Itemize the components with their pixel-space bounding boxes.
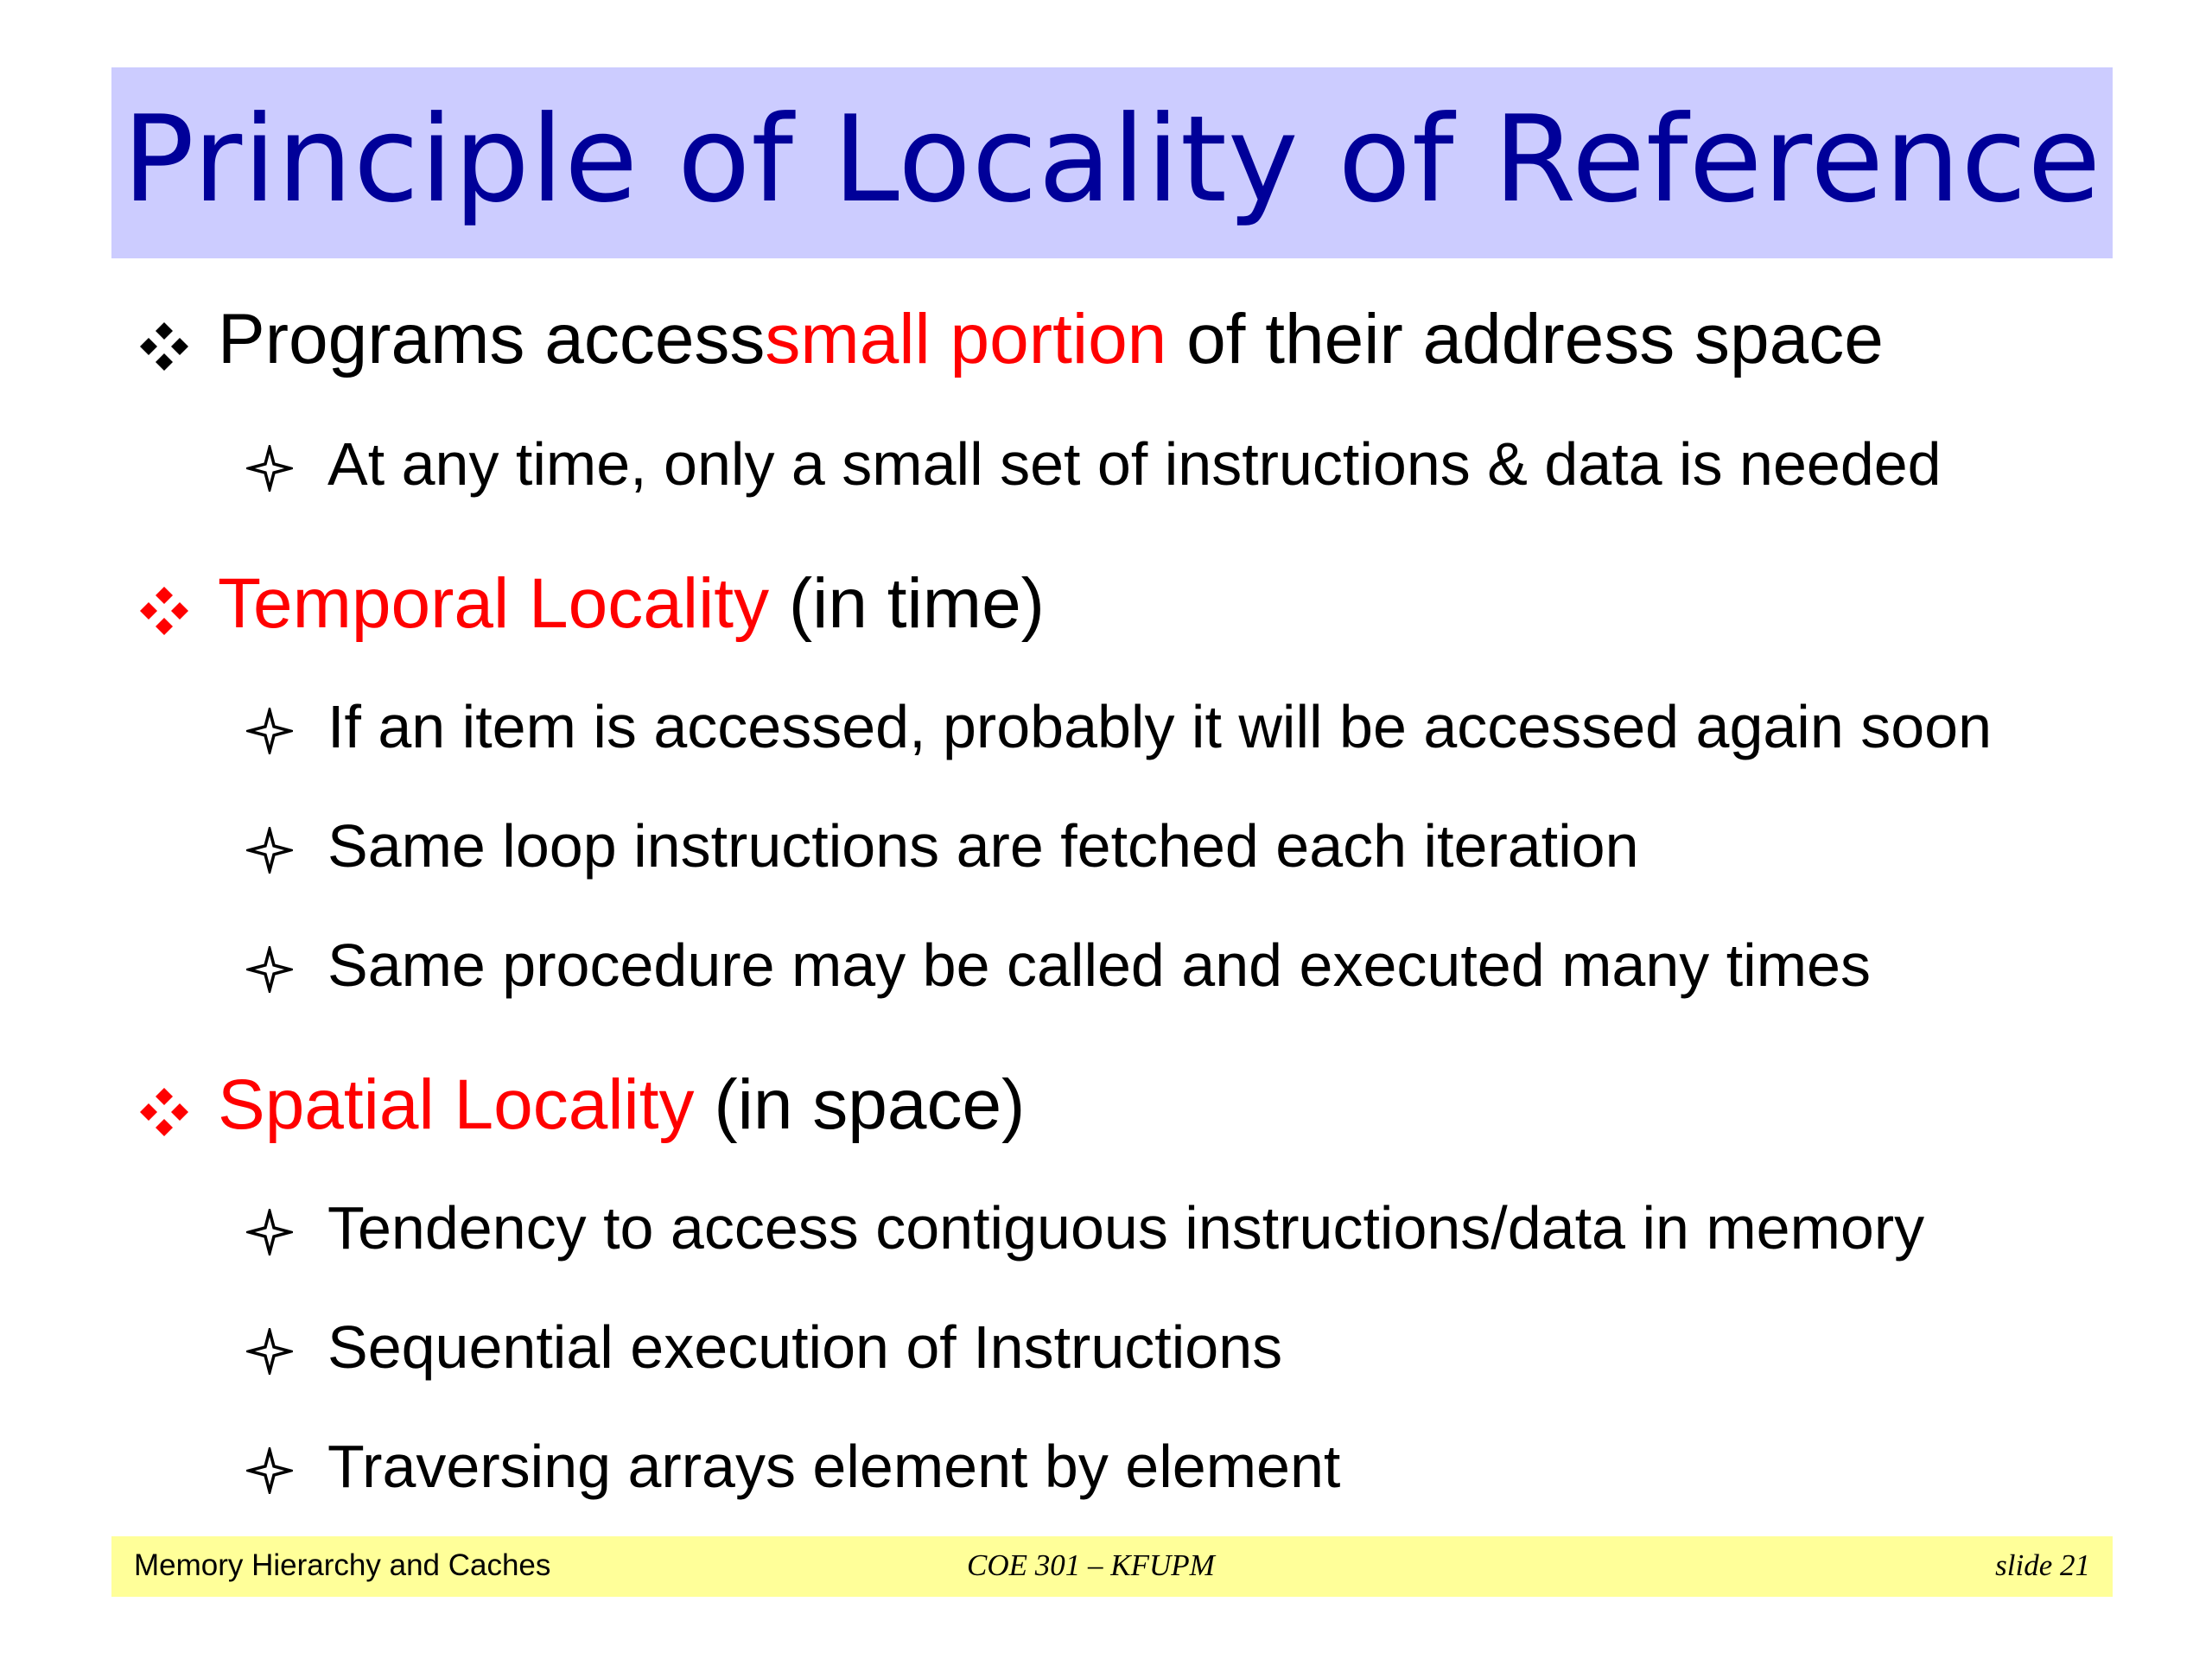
quad-diamond-bullet-icon (138, 1079, 190, 1131)
subitem-text: At any time, only a small set of instructions & data is needed (327, 430, 1942, 498)
bullet-text-highlight: Temporal Locality (218, 564, 770, 643)
bullet-programs-access (138, 300, 1884, 378)
bullet-text-after: (in space) (694, 1065, 1026, 1144)
four-point-star-bullet-icon (246, 1324, 293, 1370)
subitem-accessed-again (246, 693, 1993, 760)
subitem-small-set (246, 430, 1942, 498)
footer-course-topic: Memory Hierarchy and Caches (134, 1548, 551, 1582)
subitem-text: Traversing arrays element by element (327, 1433, 1341, 1500)
bullet-text-highlight: small portion (765, 300, 1167, 378)
bullet-text-before: Programs access (218, 300, 766, 378)
title-bar (111, 67, 2113, 258)
subitem-traversing (246, 1433, 1341, 1500)
bullet-text-after: of their address space (1166, 300, 1884, 378)
footer-course-code: COE 301 – KFUPM (967, 1548, 1215, 1582)
bullet-spatial-locality (138, 1065, 1026, 1144)
subitem-text: Same procedure may be called and executed many times (327, 931, 1871, 999)
four-point-star-bullet-icon (246, 1205, 293, 1251)
four-point-star-bullet-icon (246, 1443, 293, 1490)
subitem-text: If an item is accessed, probably it will be accessed again soon (327, 693, 1993, 760)
four-point-star-bullet-icon (246, 441, 293, 487)
subitem-text: Same loop instructions are fetched each iteration (327, 812, 1639, 880)
footer-bar (111, 1536, 2113, 1597)
subitem-same-procedure (246, 931, 1871, 999)
four-point-star-bullet-icon (246, 942, 293, 988)
four-point-star-bullet-icon (246, 823, 293, 869)
bullet-text-highlight: Spatial Locality (218, 1065, 695, 1144)
subitem-contiguous (246, 1194, 1925, 1262)
four-point-star-bullet-icon (246, 703, 293, 750)
subitem-text: Sequential execution of Instructions (327, 1313, 1283, 1381)
subitem-sequential (246, 1313, 1283, 1381)
quad-diamond-bullet-icon (138, 578, 190, 630)
bullet-temporal-locality (138, 564, 1045, 643)
subitem-loop-instructions (246, 812, 1639, 880)
bullet-text-after: (in time) (769, 564, 1045, 643)
slide-title: Principle of Locality of Reference (122, 90, 2102, 229)
quad-diamond-bullet-icon (138, 314, 190, 365)
subitem-text: Tendency to access contiguous instructions/data in memory (327, 1194, 1925, 1262)
footer-slide-number: slide 21 (1995, 1548, 2090, 1582)
